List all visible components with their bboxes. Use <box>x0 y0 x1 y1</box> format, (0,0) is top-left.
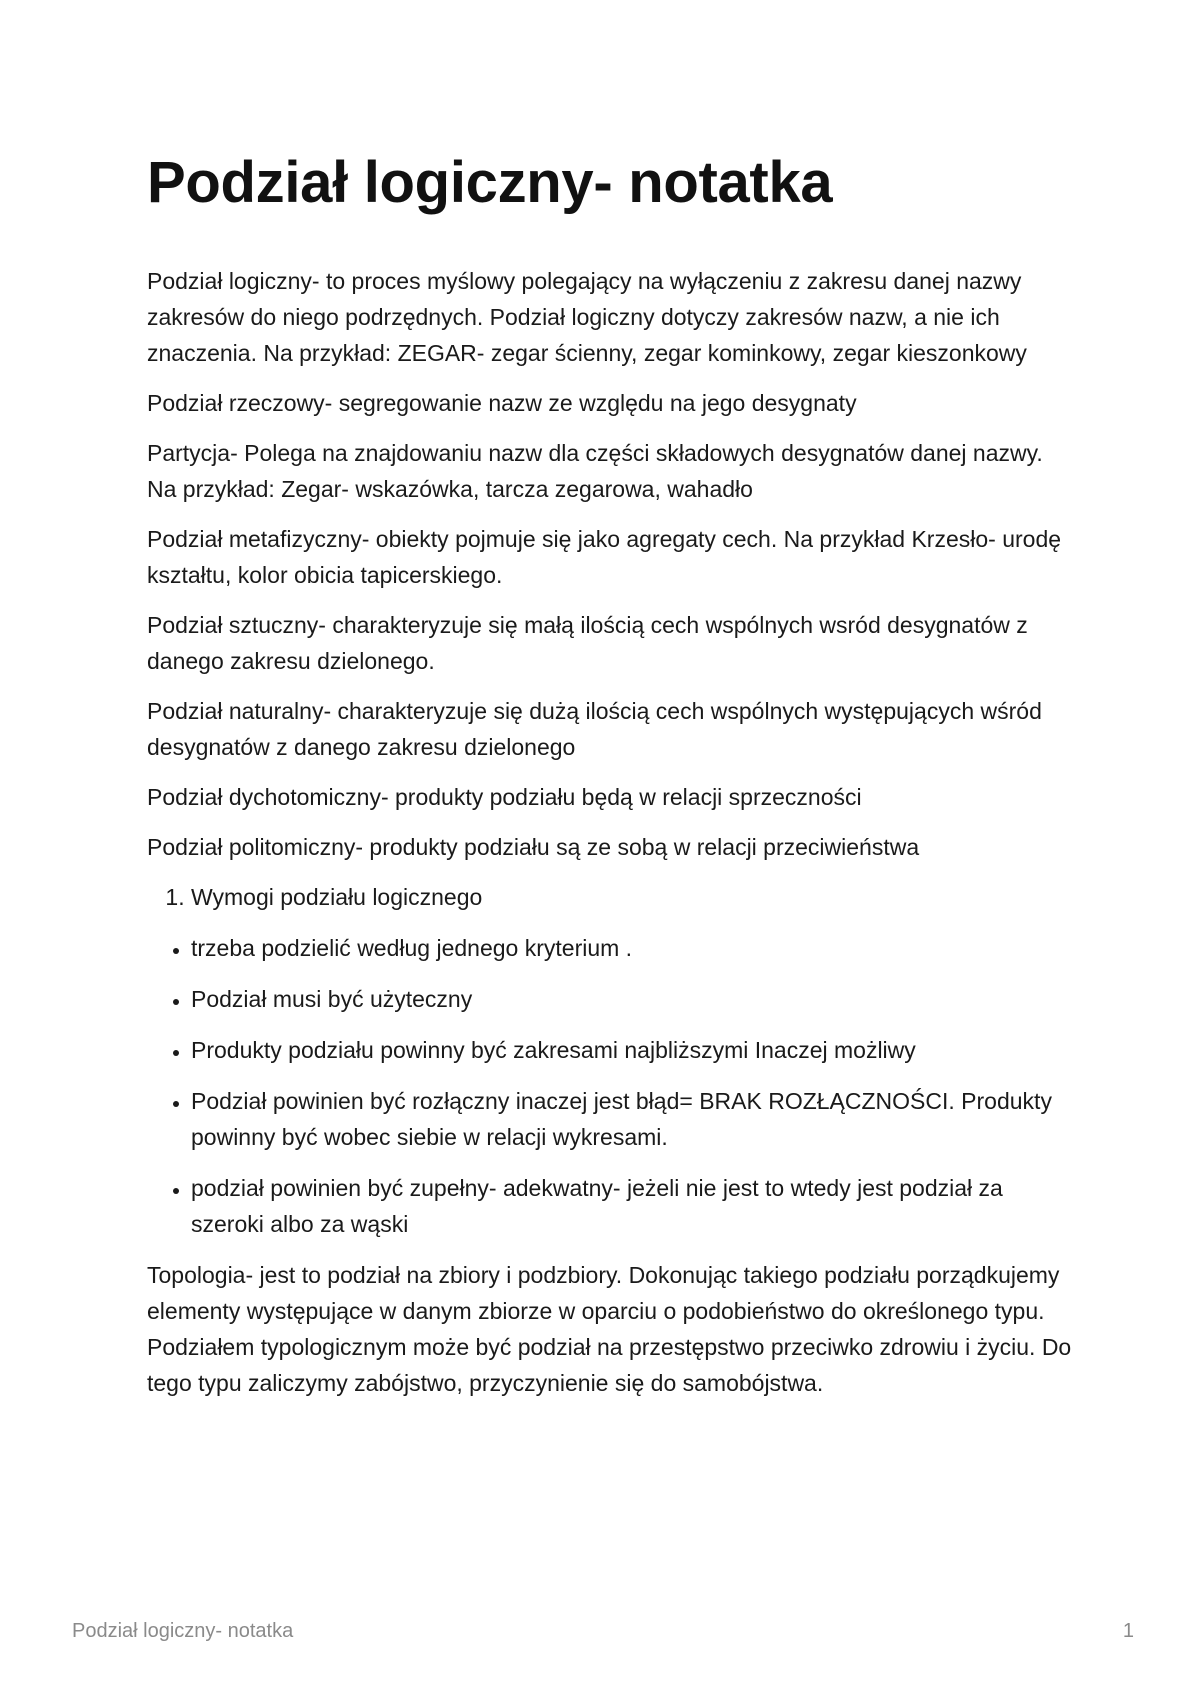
paragraph-sztuczny: Podział sztuczny- charakteryzuje się małą ilością cech wspólnych wsród desygnatów z danego zakresu dzielonego. <box>147 611 1028 674</box>
bullet-list-item: • trzeba podzielić według jednego kryterium . <box>191 930 1077 966</box>
bullet-list-item: • podział powinien być zupełny- adekwatny- jeżeli nie jest to wtedy jest podział za szeroki albo za wąski <box>191 1170 1077 1242</box>
paragraph-dychotomiczny: Podział dychotomiczny- produkty podziału będą w relacji sprzeczności <box>147 783 862 810</box>
bullet-list-item: • Podział powinien być rozłączny inaczej jest błąd= BRAK ROZŁĄCZNOŚCI. Produkty powinny być wobec siebie w relacji wykresami. <box>191 1083 1077 1155</box>
footer-title: Podział logiczny- notatka <box>72 1620 294 1642</box>
bullet-list <box>147 930 1077 1242</box>
page-number: 1 <box>1122 1620 1134 1642</box>
paragraph-politomiczny: Podział politomiczny- produkty podziału są ze sobą w relacji przeciwieństwa <box>147 833 920 860</box>
paragraph-naturalny: Podział naturalny- charakteryzuje się dużą ilością cech wspólnych występujących wśród desygnatów z danego zakresu dzielonego <box>147 697 1042 760</box>
paragraph-definition: Podział logiczny- to proces myślowy polegający na wyłączeniu z zakresu danej nazwy zakresów do niego podrzędnych. Podział logiczny dotyczy zakresów nazw, a nie ich znaczenia. Na przykład: ZEGAR- zegar ścienny, zegar kominkowy, zegar kieszonkowy <box>147 267 1027 366</box>
bullet-list-item: • Produkty podziału powinny być zakresami najbliższymi Inaczej możliwy <box>191 1032 1077 1068</box>
paragraph-metafizyczny: Podział metafizyczny- obiekty pojmuje się jako agregaty cech. Na przykład Krzesło- urodę kształtu, kolor obicia tapicerskiego. <box>147 525 1062 588</box>
paragraph-rzeczowy: Podział rzeczowy- segregowanie nazw ze względu na jego desygnaty <box>147 389 857 416</box>
document-body <box>147 150 1077 1415</box>
page-title: Podział logiczny- notatka <box>147 150 833 215</box>
paragraph-topologia: Topologia- jest to podział na zbiory i podzbiory. Dokonując takiego podziału porządkujemy elementy występujące w danym zbiorze w oparciu o podobieństwo do określonego typu. Podziałem typologicznym może być podział na przestępstwo przeciwko zdrowiu i życiu. Do tego typu zaliczymy zabójstwo, przyczynienie się do samobójstwa. <box>147 1261 1072 1396</box>
bullet-list-item: • Podział musi być użyteczny <box>191 981 1077 1017</box>
paragraph-partycja: Partycja- Polega na znajdowaniu nazw dla części składowych desygnatów danej nazwy. Na przykład: Zegar- wskazówka, tarcza zegarowa, wahadło <box>147 439 1043 502</box>
numbered-list <box>147 879 1077 915</box>
numbered-list-item: 1. Wymogi podziału logicznego <box>191 879 1077 915</box>
